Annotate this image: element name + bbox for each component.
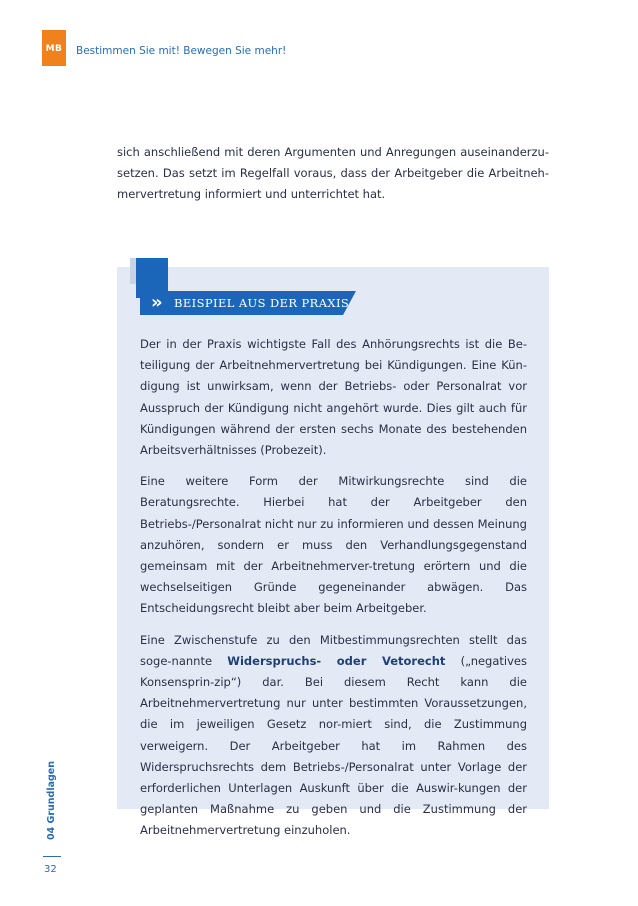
section-label: 04 Grundlagen — [46, 760, 57, 840]
divider — [43, 856, 61, 857]
running-header: Bestimmen Sie mit! Bewegen Sie mehr! — [76, 45, 287, 57]
example-paragraph-3 — [140, 630, 527, 842]
example-paragraph-2: Eine weitere Form der Mitwirkungsrechte sind die Beratungsrechte. Hierbei hat der Arbeitgeber den Betriebs-/Personalrat nicht nur zu informieren und dessen Meinung anzuhören, sondern er muss den Verhandlungsgegenstand gemeinsam mit der Arbeitnehmerver-tretung erörtern und die wechselseitigen Gründe gegeneinander abwägen. Das Entscheidungsrecht bleibt aber beim Arbeitgeber. — [140, 474, 527, 616]
page-number: 32 — [44, 864, 57, 875]
intro-paragraph: sich anschließend mit deren Argumenten und Anregungen auseinanderzu-setzen. Das setzt im Regelfall voraus, dass der Arbeitgeber die Arbeitneh-mervertretung informiert und unterrichtet hat. — [117, 145, 549, 201]
example-heading: BEISPIEL AUS DER PRAXIS — [174, 296, 350, 310]
paragraph-3-start: Eine Zwischenstufe zu den Mitbestimmungsrechten stellt das soge-nannte — [140, 632, 527, 668]
example-paragraph-1: Der in der Praxis wichtigste Fall des Anhörungsrechts ist die Be-teiligung der Arbeitnehmervertretung bei Kündigungen. Eine Kün-digung ist unwirksam, wenn der Betriebs- oder Personalrat vor Ausspruch der Kündigung nicht angehört wurde. Dies gilt auch für Kündigungen während der ersten sechs Monate des bestehenden Arbeitsverhältnisses (Probezeit). — [140, 337, 527, 458]
logo: MB — [45, 44, 63, 54]
paragraph-3-end: („negatives Konsensprin-zip“) dar. Bei diesem Recht kann die Arbeitnehmervertretung nur unter bestimmten Voraussetzungen, die im jeweiligen Gesetz nor-miert sind, die Zustimmung verweigern. Der Arbeitgeber hat im Rahmen des Widerspruchsrechts dem Betriebs-/Personalrat unter Vorlage der erforderlichen Unterlagen Auskunft über die Auswir-kungen der geplanten Maßnahme zu geben und die Zustimmung der Arbeitnehmervertretung einzuholen. — [140, 653, 527, 838]
chevron-right-icon: » — [151, 292, 163, 313]
example-body — [140, 334, 527, 852]
veto-right-term: Widerspruchs- oder Vetorecht — [227, 653, 446, 668]
